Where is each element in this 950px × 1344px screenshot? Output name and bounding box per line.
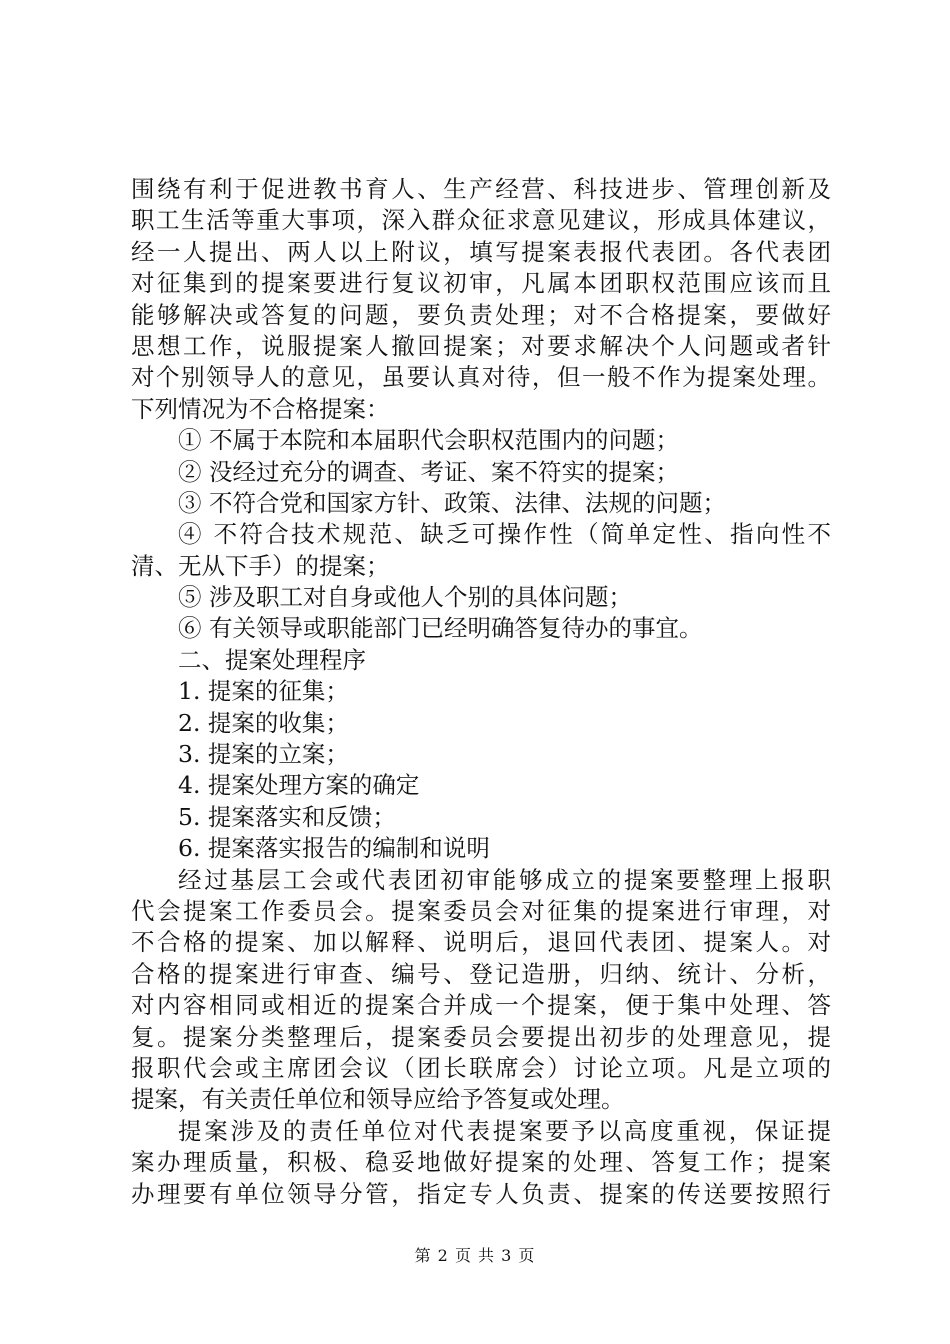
list-item: 3. 提案的立案； [178, 740, 349, 769]
text-line: 对内容相同或相近的提案合并成一个提案，便于集中处理、答 [131, 991, 831, 1020]
text-line: 对征集到的提案要进行复议初审，凡属本团职权范围应该而且 [131, 269, 831, 298]
list-item: ④ 不符合技术规范、缺乏可操作性（简单定性、指向性不 [178, 520, 831, 549]
list-item: 5. 提案落实和反馈； [178, 802, 396, 831]
text-line: 不合格的提案、加以解释、说明后，退回代表团、提案人。对 [131, 928, 831, 957]
text-line: 围绕有利于促进教书育人、生产经营、科技进步、管理创新及 [131, 175, 831, 203]
text-line: 思想工作，说服提案人撤回提案；对要求解决个人问题或者针 [131, 331, 831, 360]
list-item: ⑤ 涉及职工对自身或他人个别的具体问题； [178, 583, 632, 612]
text-line: 经过基层工会或代表团初审能够成立的提案要整理上报职 [178, 865, 831, 894]
list-item: 6. 提案落实报告的编制和说明 [178, 834, 490, 863]
text-line: 案办理质量，积极、稳妥地做好提案的处理、答复工作；提案 [131, 1148, 831, 1177]
text-line: 复。提案分类整理后，提案委员会要提出初步的处理意见，提 [131, 1022, 831, 1051]
text-line: 对个别领导人的意见，虽要认真对待，但一般不作为提案处理。 [131, 363, 831, 392]
list-item: ① 不属于本院和本届职代会职权范围内的问题； [178, 426, 679, 455]
text-line: 下列情况为不合格提案： [131, 394, 390, 423]
text-line: 能够解决或答复的问题，要负责处理；对不合格提案，要做好 [131, 300, 831, 329]
list-item: 2. 提案的收集； [178, 708, 349, 737]
list-item: ② 没经过充分的调查、考证、案不符实的提案； [178, 457, 679, 486]
page-number-footer: 第 2 页 共 3 页 [414, 1246, 536, 1265]
text-line: 代会提案工作委员会。提案委员会对征集的提案进行审理，对 [131, 896, 831, 925]
list-item: ⑥ 有关领导或职能部门已经明确答复待办的事宜。 [178, 614, 703, 643]
document-body [131, 174, 831, 1210]
section-heading: 二、提案处理程序 [178, 645, 366, 674]
text-line: 办理要有单位领导分管，指定专人负责、提案的传送要按照行 [131, 1179, 831, 1208]
text-line: 提案，有关责任单位和领导应给予答复或处理。 [131, 1085, 625, 1114]
text-line: 职工生活等重大事项，深入群众征求意见建议，形成具体建议， [131, 206, 831, 235]
list-item-continuation: 清、无从下手）的提案； [131, 551, 390, 580]
list-item: 4. 提案处理方案的确定 [178, 771, 420, 800]
text-line: 提案涉及的责任单位对代表提案要予以高度重视，保证提 [178, 1116, 831, 1145]
list-item: ③ 不符合党和国家方针、政策、法律、法规的问题； [178, 488, 726, 517]
text-line: 报职代会或主席团会议（团长联席会）讨论立项。凡是立项的 [131, 1053, 831, 1082]
text-line: 经一人提出、两人以上附议，填写提案表报代表团。各代表团 [131, 237, 831, 266]
text-line: 合格的提案进行审查、编号、登记造册，归纳、统计、分析， [131, 959, 831, 988]
list-item: 1. 提案的征集； [178, 677, 349, 706]
